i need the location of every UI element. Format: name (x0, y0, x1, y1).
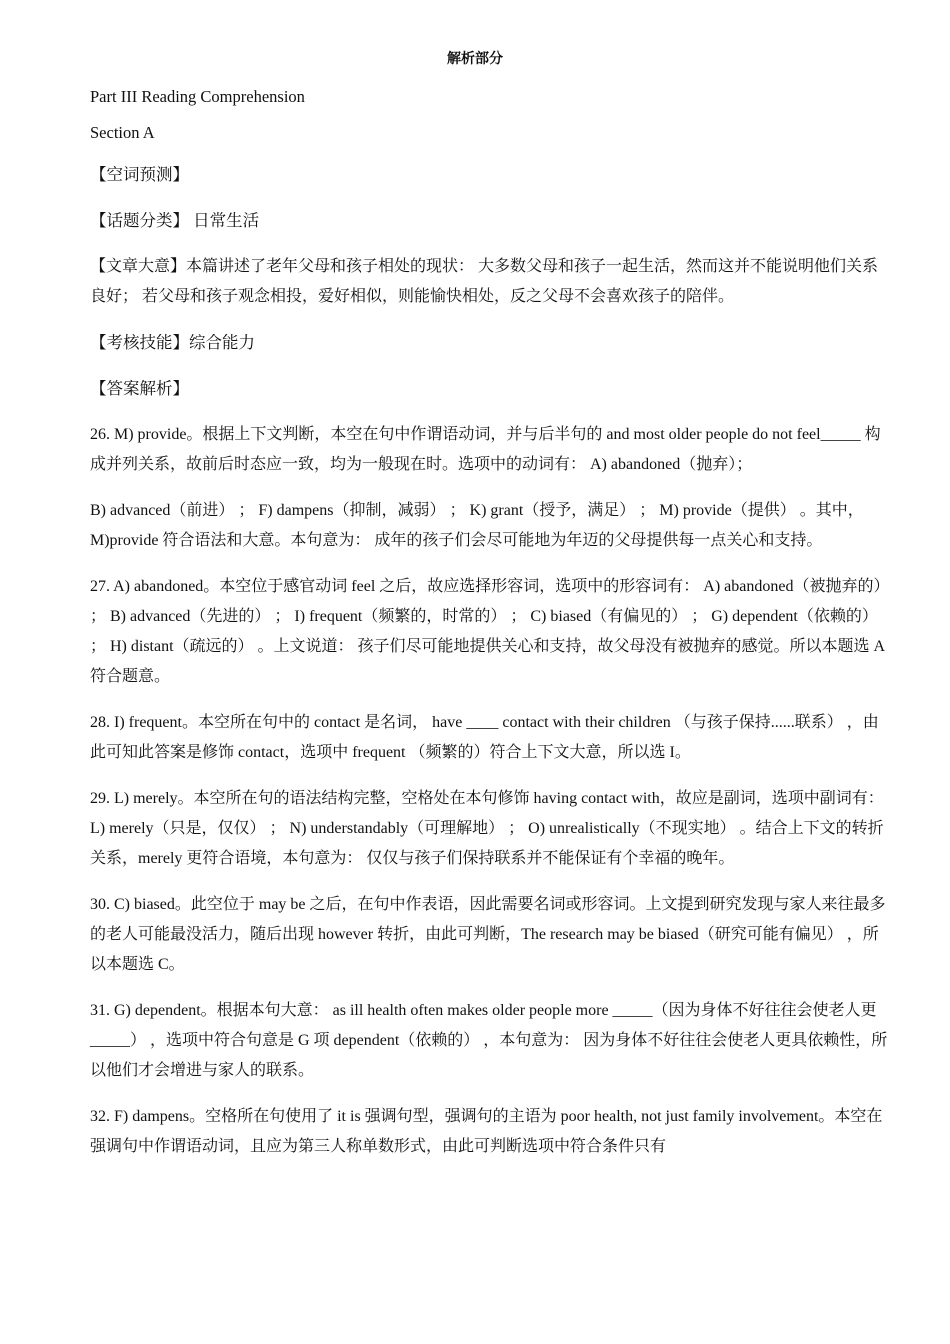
answer-30: 30. C) biased。此空位于 may be 之后，在句中作表语，因此需要名词或形容词。上文提到研究发现与家人来往最多的老人可能最没活力，随后出现 however 转折，由此可判断，The research may be biased（研究可能有偏见） ，所以本题选 C。 (90, 896, 886, 973)
answer-27: 27. A) abandoned。本空位于感官动词 feel 之后，故应选择形容词，选项中的形容词有： A) abandoned（被抛弃的） ； B) advanced（先进的） ； I) frequent（频繁的，时常的） ； C) biased（有偏见的） ； G) dependent（依赖的） ； H) distant（疏远的） 。上文说道： 孩子们尽可能地提供关心和支持，故父母没有被抛弃的感觉。所以本题选 A 符合题意。 (90, 578, 890, 685)
tag-skill: 【考核技能】综合能力 (90, 333, 255, 352)
answer-31: 31. G) dependent。根据本句大意： as ill health often makes older people more _____（因为身体不好往往会使老人更 _____） ，选项中符合句意是 G 项 dependent（依赖的） ，本句意为： 因为身体不好往往会使老人更具依赖性，所以他们才会增进与家人的联系。 (90, 1002, 888, 1079)
tag-topic: 【话题分类】 日常生活 (90, 211, 260, 230)
tag-prediction: 【空词预测】 (90, 165, 189, 184)
answer-26-continued: B) advanced（前进） ； F) dampens（抑制，减弱） ； K) grant（授予，满足） ； M) provide（提供） 。其中，M)provide 符合语法和大意。本句意为： 成年的孩子们会尽可能地为年迈的父母提供每一点关心和支持。 (90, 502, 864, 549)
tag-summary: 【文章大意】本篇讲述了老年父母和孩子相处的现状： 大多数父母和孩子一起生活，然而这并不能说明他们关系良好； 若父母和孩子观念相投，爱好相似，则能愉快相处，反之父母不会喜欢孩子的陪伴。 (90, 258, 879, 305)
answer-28: 28. I) frequent。本空所在句中的 contact 是名词， have ____ contact with their children （与孩子保持......联系） ，由此可知此答案是修饰 contact，选项中 frequent （频繁的）符合上下文大意，所以选 I。 (90, 714, 879, 761)
answer-32: 32. F) dampens。空格所在句使用了 it is 强调句型，强调句的主语为 poor health, not just family involvement。本空在强调句中作谓语动词，且应为第三人称单数形式，由此可判断选项中符合条件只有 (90, 1108, 883, 1155)
answer-29: 29. L) merely。本空所在句的语法结构完整，空格处在本句修饰 having contact with，故应是副词，选项中副词有： L) merely（只是，仅仅） ； N) understandably（可理解地） ； O) unrealistically（不现实地） 。结合上下文的转折关系，merely 更符合语境，本句意为： 仅仅与孩子们保持联系并不能保证有个幸福的晚年。 (90, 790, 884, 867)
answer-26: 26. M) provide。根据上下文判断，本空在句中作谓语动词，并与后半句的 and most older people do not feel_____ 构成并列关系，故前后时态应一致，均为一般现在时。选项中的动词有： A) abandoned（抛弃）； (90, 426, 881, 473)
section-heading: Section A (90, 123, 155, 142)
part-heading: Part III Reading Comprehension (90, 87, 305, 106)
tag-analysis-heading: 【答案解析】 (90, 379, 189, 398)
document-body (90, 86, 890, 1176)
page-title: 解析部分 (447, 51, 503, 67)
